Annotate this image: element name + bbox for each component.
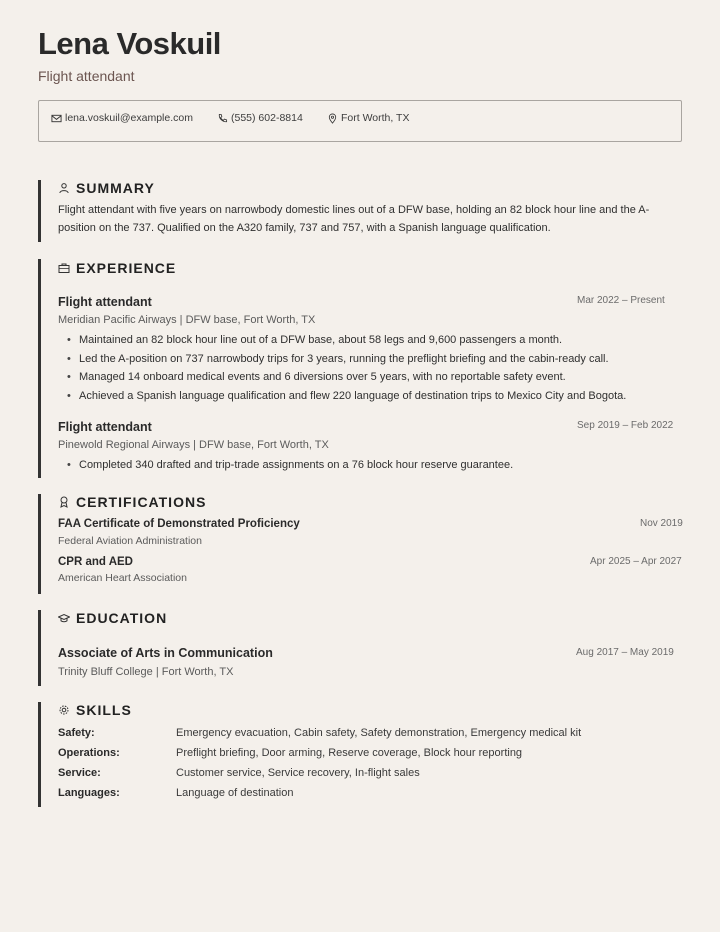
- gear-icon: [58, 704, 70, 716]
- candidate-role: Flight attendant: [38, 68, 135, 84]
- skills-section: [38, 702, 686, 807]
- cert-date: Nov 2019: [640, 518, 683, 529]
- person-icon: [58, 182, 70, 194]
- skill-label: Safety:: [58, 727, 95, 739]
- location-pin-icon: [327, 113, 338, 124]
- phone-text: (555) 602-8814: [231, 112, 303, 124]
- skill-label: Languages:: [58, 787, 120, 799]
- list-item: • Managed 14 onboard medical events and 6 diversions over 5 years, with no reportable safety event.: [58, 368, 626, 387]
- award-icon: [58, 496, 70, 508]
- certifications-title: CERTIFICATIONS: [76, 494, 207, 510]
- education-section: [38, 610, 686, 686]
- education-dates: Aug 2017 – May 2019: [576, 647, 674, 658]
- experience-section: [38, 259, 686, 478]
- list-item: • Maintained an 82 block hour line out of a DFW base, about 58 legs and 9,600 passengers a month.: [58, 331, 626, 350]
- contact-phone[interactable]: [217, 112, 303, 124]
- skill-label: Service:: [58, 767, 101, 779]
- experience-header: [58, 260, 176, 276]
- skill-value: Customer service, Service recovery, In-flight sales: [176, 767, 420, 779]
- phone-icon: [217, 113, 228, 124]
- location-text: Fort Worth, TX: [341, 112, 410, 124]
- summary-text: Flight attendant with five years on narrowbody domestic lines out of a DFW base, holding an 82 block hour line and the A-position on the 737. Qualified on the A320 family, 737 and 757, with a Spanish language qualification.: [58, 204, 650, 234]
- list-item: • Led the A-position on 737 narrowbody trips for 3 years, running the preflight briefing and the cabin-ready call.: [58, 350, 626, 369]
- email-text: lena.voskuil@example.com: [65, 112, 193, 124]
- job-bullets: [58, 456, 513, 475]
- experience-title: EXPERIENCE: [76, 260, 177, 276]
- cert-issuer: Federal Aviation Administration: [58, 535, 202, 547]
- skill-row: [58, 767, 420, 779]
- mail-icon: [51, 113, 62, 124]
- education-title: EDUCATION: [76, 610, 168, 626]
- list-item: • Achieved a Spanish language qualification and flew 220 language of destination trips to Mexico City and Bogota.: [58, 387, 626, 406]
- contact-email[interactable]: [51, 112, 193, 124]
- graduation-cap-icon: [58, 612, 70, 624]
- skill-value: Emergency evacuation, Cabin safety, Safety demonstration, Emergency medical kit: [176, 727, 582, 739]
- job-dates: Sep 2019 – Feb 2022: [577, 420, 674, 431]
- certifications-section: [38, 494, 686, 594]
- list-item: • Completed 340 drafted and trip-trade assignments on a 76 block hour reserve guarantee.: [58, 456, 513, 475]
- skill-label: Operations:: [58, 747, 120, 759]
- certifications-header: [58, 494, 206, 510]
- skill-row: [58, 727, 581, 739]
- briefcase-icon: [58, 262, 70, 274]
- cert-name: CPR and AED: [58, 556, 133, 568]
- skill-row: [58, 747, 522, 759]
- job-dates: Mar 2022 – Present: [577, 295, 665, 306]
- degree-title: Associate of Arts in Communication: [58, 646, 273, 660]
- job-title: Flight attendant: [58, 420, 152, 434]
- summary-title: SUMMARY: [76, 180, 155, 196]
- job-bullets: [58, 331, 626, 405]
- contact-box: [38, 100, 682, 142]
- job-title: Flight attendant: [58, 295, 152, 309]
- skills-title: SKILLS: [76, 702, 132, 718]
- skill-row: [58, 787, 293, 799]
- cert-issuer: American Heart Association: [58, 572, 187, 584]
- skill-value: Preflight briefing, Door arming, Reserve coverage, Block hour reporting: [176, 747, 523, 759]
- skills-header: [58, 702, 132, 718]
- cert-date: Apr 2025 – Apr 2027: [590, 556, 682, 567]
- education-header: [58, 610, 167, 626]
- candidate-name: Lena Voskuil: [38, 26, 221, 61]
- school-name: Trinity Bluff College | Fort Worth, TX: [58, 666, 234, 678]
- summary-section: [38, 180, 686, 242]
- job-company: Meridian Pacific Airways | DFW base, Fort Worth, TX: [58, 314, 316, 326]
- job-company: Pinewold Regional Airways | DFW base, Fort Worth, TX: [58, 439, 329, 451]
- contact-location: [327, 112, 409, 124]
- skill-value: Language of destination: [176, 787, 294, 799]
- summary-header: [58, 180, 155, 196]
- cert-name: FAA Certificate of Demonstrated Proficiency: [58, 518, 300, 530]
